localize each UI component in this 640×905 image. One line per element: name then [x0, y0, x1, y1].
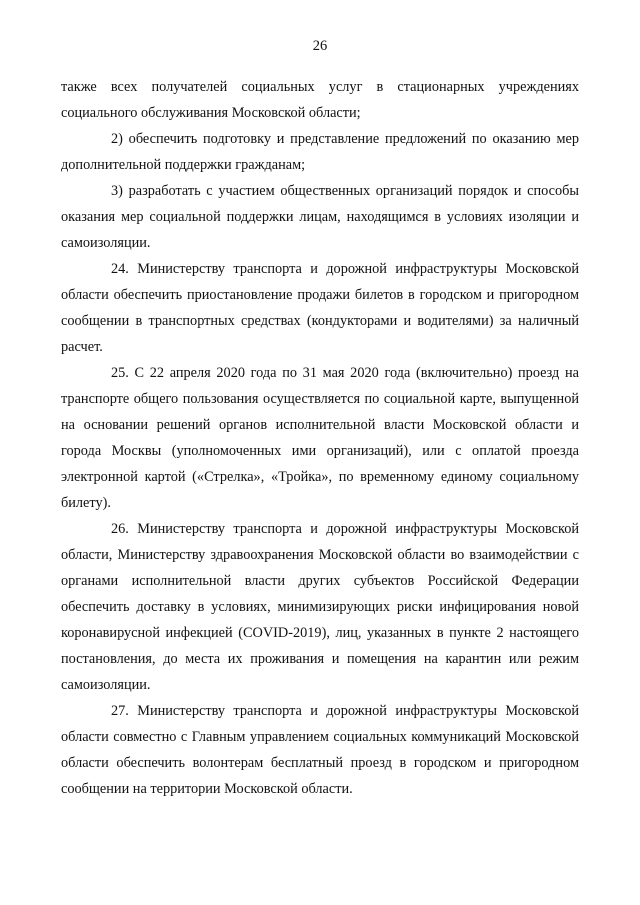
paragraph-subitem-2: 2) обеспечить подготовку и представление предложений по оказанию мер дополнительной поддержки гражданам;	[61, 131, 579, 173]
paragraph-item-26: 26. Министерству транспорта и дорожной инфраструктуры Московской области, Министерству здравоохранения Московской области во взаимодействии с органами исполнительной власти других субъектов Российской Федерации обеспечить доставку в условиях, минимизирующих риски инфицирования новой коронавирусной инфекцией (COVID-2019), лиц, указанных в пункте 2 настоящего постановления, до места их проживания и помещения на карантин или режим самоизоляции.	[61, 521, 579, 693]
paragraph-item-25: 25. С 22 апреля 2020 года по 31 мая 2020 года (включительно) проезд на транспорте общего пользования осуществляется по социальной карте, выпущенной на основании решений органов исполнительной власти Московской области и города Москвы (уполномоченных ими организаций), или с оплатой проезда электронной картой («Стрелка», «Тройка», по временному единому социальному билету).	[61, 365, 579, 511]
paragraph-subitem-3: 3) разработать с участием общественных организаций порядок и способы оказания мер социальной поддержки лицам, находящимся в условиях изоляции и самоизоляции.	[61, 183, 579, 251]
paragraph-item-27: 27. Министерству транспорта и дорожной инфраструктуры Московской области совместно с Главным управлением социальных коммуникаций Московской области обеспечить волонтерам бесплатный проезд в городском и пригородном сообщении на территории Московской области.	[61, 703, 579, 797]
document-body	[61, 74, 579, 802]
page-number: 26	[312, 38, 328, 54]
paragraph-continuation: также всех получателей социальных услуг в стационарных учреждениях социального обслуживания Московской области;	[61, 79, 579, 121]
paragraph-item-24: 24. Министерству транспорта и дорожной инфраструктуры Московской области обеспечить приостановление продажи билетов в городском и пригородном сообщении в транспортных средствах (кондукторами и водителями) за наличный расчет.	[61, 261, 579, 355]
